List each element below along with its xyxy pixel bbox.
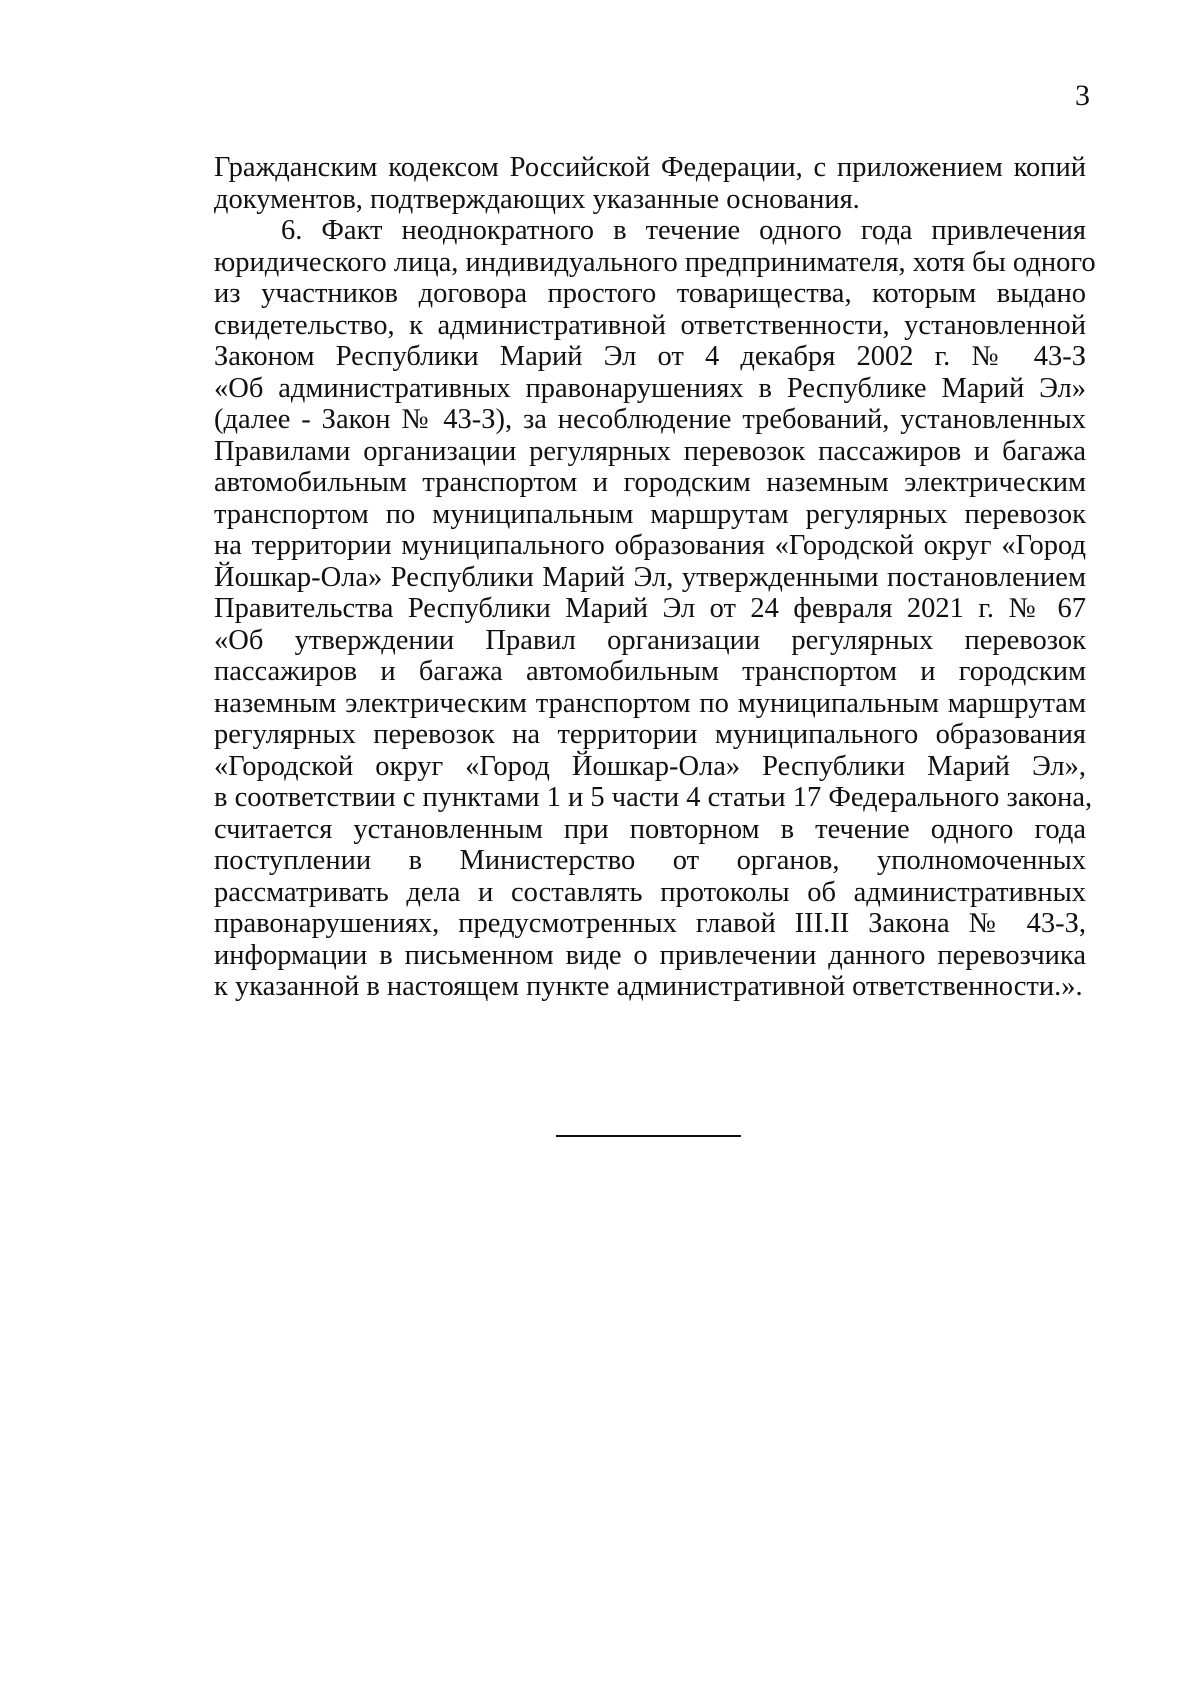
text-line: свидетельство, к административной ответственности, установленной (214, 309, 1086, 341)
text-line: на территории муниципального образования «Городской округ «Город (214, 530, 1086, 561)
text-line: регулярных перевозок на территории муниципального образования (214, 719, 1086, 750)
closing-rule (556, 1135, 741, 1137)
text-line: информации в письменном виде о привлечении данного перевозчика (214, 939, 1086, 971)
text-line: Гражданским кодексом Российской Федерации, с приложением копий (214, 152, 1086, 183)
text-line: к указанной в настоящем пункте административной ответственности.». (214, 971, 1083, 1002)
paragraph-item-6 (214, 215, 1096, 1003)
text-line: транспортом по муниципальным маршрутам регулярных перевозок (214, 498, 1086, 530)
text-line: «Об административных правонарушениях в Республике Марий Эл» (214, 372, 1086, 404)
text-line: Правилами организации регулярных перевозок пассажиров и багажа (214, 435, 1086, 467)
text-line: Йошкар-Ола» Республики Марий Эл, утвержденными постановлением (214, 561, 1086, 593)
text-line: пассажиров и багажа автомобильным транспортом и городским (214, 656, 1086, 687)
text-line: документов, подтверждающих указанные основания. (214, 183, 860, 215)
text-line: Правительства Республики Марий Эл от 24 февраля 2021 г. № 67 (214, 593, 1086, 624)
text-line: (далее - Закон № 43-З), за несоблюдение требований, установленных (214, 404, 1086, 435)
text-line: правонарушениях, предусмотренных главой III.II Закона № 43-З, (214, 908, 1086, 939)
page-number: 3 (1075, 79, 1090, 112)
text-line: рассматривать дела и составлять протоколы об административных (214, 876, 1086, 908)
text-line: в соответствии с пунктами 1 и 5 части 4 статьи 17 Федерального закона, (214, 782, 1093, 813)
paragraph-continuation (214, 152, 1086, 215)
text-line: «Об утверждении Правил организации регулярных перевозок (214, 624, 1086, 656)
text-line: 6. Факт неоднократного в течение одного года привлечения (281, 215, 1086, 246)
body-text (214, 152, 1096, 1003)
text-line: юридического лица, индивидуального предпринимателя, хотя бы одного (214, 246, 1096, 278)
text-line: «Городской округ «Город Йошкар-Ола» Республики Марий Эл», (214, 750, 1086, 782)
text-line: автомобильным транспортом и городским наземным электрическим (214, 467, 1086, 498)
text-line: наземным электрическим транспортом по муниципальным маршрутам (214, 687, 1086, 719)
text-line: поступлении в Министерство от органов, уполномоченных (214, 845, 1086, 876)
text-line: считается установленным при повторном в течение одного года (214, 813, 1086, 845)
text-line: из участников договора простого товарищества, которым выдано (214, 278, 1086, 309)
text-line: Законом Республики Марий Эл от 4 декабря 2002 г. № 43-З (214, 341, 1086, 372)
